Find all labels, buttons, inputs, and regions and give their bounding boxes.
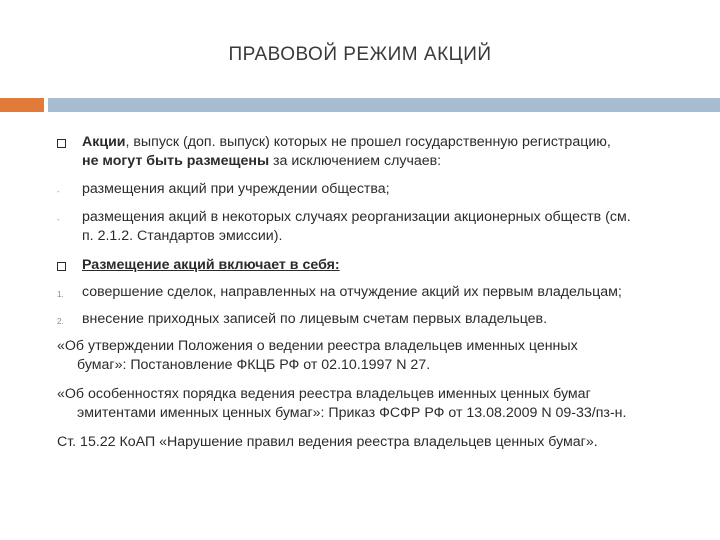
reference-1-line1: «Об утверждении Положения о ведении реестра владельцев именных ценных — [57, 338, 578, 354]
dash-item-text-line1: размещения акций в некоторых случаях реорганизации акционерных обществ (см. — [82, 209, 631, 225]
reference-2-line2: эмитентами именных ценных бумаг»: Приказ ФСФР РФ от 13.08.2009 N 09-33/пз-н. — [77, 405, 627, 421]
reference-2-line1: «Об особенностях порядка ведения реестра владельцев именных ценных бумаг — [57, 386, 591, 402]
square-bullet-icon — [57, 262, 66, 271]
number-marker: 1. — [57, 290, 64, 299]
reference-1-line2: бумаг»: Постановление ФКЦБ РФ от 02.10.1997 N 27. — [77, 357, 431, 373]
bold-term-shares: Акции — [82, 134, 126, 150]
bold-underlined-heading: Размещение акций включает в себя: — [82, 257, 340, 273]
reference-3-text: Ст. 15.22 КоАП «Нарушение правил ведения реестра владельцев ценных бумаг». — [57, 434, 598, 450]
slide-title: ПРАВОВОЙ РЕЖИМ АКЦИЙ — [228, 44, 492, 65]
dash-bullet-icon: - — [57, 187, 60, 196]
numbered-item-text: внесение приходных записей по лицевым счетам первых владельцев. — [82, 311, 548, 327]
dash-bullet-icon: - — [57, 215, 60, 224]
accent-bar-orange — [0, 98, 44, 112]
dash-item-text-line2: п. 2.1.2. Стандартов эмиссии). — [82, 228, 283, 244]
dash-item-text: размещения акций при учреждении общества; — [82, 181, 390, 197]
text-segment: , выпуск (доп. выпуск) которых не прошел государственную регистрацию, — [125, 134, 611, 150]
text-segment: за исключением случаев: — [269, 153, 442, 169]
numbered-item-text: совершение сделок, направленных на отчуждение акций их первым владельцам; — [82, 284, 622, 300]
accent-bar-blue — [48, 98, 720, 112]
square-bullet-icon — [57, 139, 66, 148]
bold-term-cannot-place: не могут быть размещены — [82, 153, 270, 169]
number-marker: 2. — [57, 317, 64, 326]
